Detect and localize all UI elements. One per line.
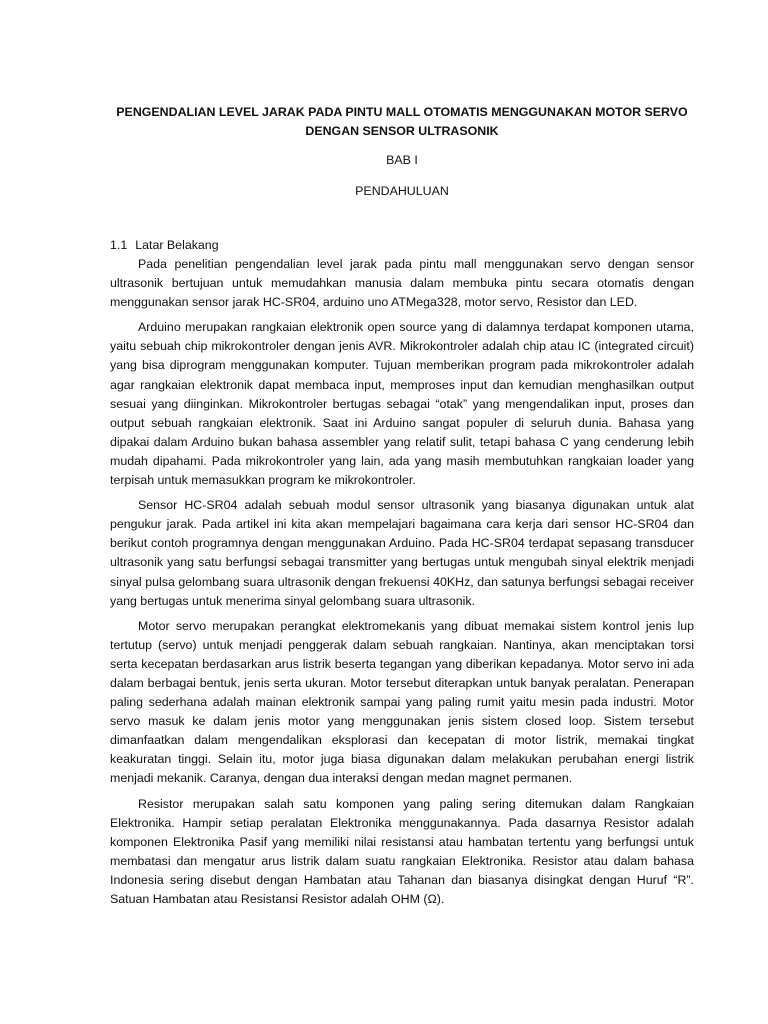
chapter-title: PENDAHULUAN [355, 184, 449, 198]
section-heading [110, 236, 694, 255]
section-title: Latar Belakang [135, 238, 219, 252]
document-title-line-2: DENGAN SENSOR ULTRASONIK [305, 124, 499, 138]
document-title [110, 103, 694, 141]
document-title-line-1: PENGENDALIAN LEVEL JARAK PADA PINTU MALL OTOMATIS MENGGUNAKAN MOTOR SERVO [116, 105, 688, 119]
paragraph-resistor: Resistor merupakan salah satu komponen yang paling sering ditemukan dalam Rangkaian Elektronika. Hampir setiap peralatan Elektronika menggunakannya. Pada dasarnya Resistor adalah komponen Elektronika Pasif yang memiliki nilai resistansi atau hambatan tertentu yang berfungsi untuk membatasi dan mengatur arus listrik dalam suatu rangkaian Elektronika. Resistor atau dalam bahasa Indonesia sering disebut dengan Hambatan atau Tahanan dan biasanya disingkat dengan Huruf “R”. Satuan Hambatan atau Resistansi Resistor adalah OHM (Ω). [110, 796, 694, 906]
paragraph-intro: Pada penelitian pengendalian level jarak pada pintu mall menggunakan servo dengan sensor ultrasonik bertujuan untuk memudahkan manusia dalam membuka pintu secara otomatis dengan menggunakan sensor jarak HC-SR04, arduino uno ATMega328, motor servo, Resistor dan LED. [110, 257, 694, 310]
chapter-number: BAB I [386, 153, 418, 167]
paragraph-arduino: Arduino merupakan rangkaian elektronik open source yang di dalamnya terdapat komponen utama, yaitu sebuah chip mikrokontroler dengan jenis AVR. Mikrokontroler adalah chip atau IC (integrated circuit) yang bisa diprogram menggunakan komputer. Tujuan memberikan program pada mikrokontroler adalah agar rangkaian elektronik dapat membaca input, memproses input dan kemudian menghasilkan output sesuai yang diinginkan. Mikrokontroler bertugas sebagai “otak” yang mengendalikan input, proses dan output sebuah rangkaian elektronik. Saat ini Arduino sangat populer di seluruh dunia. Bahasa yang dipakai dalam Arduino bukan bahasa assembler yang relatif sulit, tetapi bahasa C yang cenderung lebih mudah dipahami. Pada mikrokontroler yang lain, ada yang masih membutuhkan rangkaian loader yang terpisah untuk memasukkan program ke mikrokontroler. [110, 320, 694, 488]
paragraph-motor-servo: Motor servo merupakan perangkat elektromekanis yang dibuat memakai sistem kontrol jenis lup tertutup (servo) untuk menjadi penggerak dalam sebuah rangkaian. Nantinya, akan menciptakan torsi serta kecepatan berdasarkan arus listrik beserta tegangan yang diberikan kepadanya. Motor servo ini ada dalam berbagai bentuk, jenis serta ukuran. Motor tersebut diterapkan untuk banyak peralatan. Penerapan paling sederhana adalah mainan elektronik sampai yang paling rumit yaitu mesin pada industri. Motor servo masuk ke dalam jenis motor yang menggunakan jenis sistem closed loop. Sistem tersebut dimanfaatkan dalam mengendalikan eksplorasi dan kecepatan di motor listrik, memakai tingkat keakuratan tinggi. Selain itu, motor juga biasa digunakan dalam melakukan perubahan energi listrik menjadi mekanik. Caranya, dengan dua interaksi dengan medan magnet permanen. [110, 618, 694, 786]
section-number: 1.1 [110, 238, 128, 252]
paragraph-hc-sr04: Sensor HC-SR04 adalah sebuah modul sensor ultrasonik yang biasanya digunakan untuk alat pengukur jarak. Pada artikel ini kita akan mempelajari bagaimana cara kerja dari sensor HC-SR04 dan berikut contoh programnya dengan menggunakan Arduino. Pada HC-SR04 terdapat sepasang transducer ultrasonik yang satu berfungsi sebagai transmitter yang bertugas untuk mengubah sinyal elektrik menjadi sinyal pulsa gelombang suara ultrasonik dengan frekuensi 40KHz, dan satunya berfungsi sebagai receiver yang bertugas untuk menerima sinyal gelombang suara ultrasonik. [110, 498, 694, 608]
